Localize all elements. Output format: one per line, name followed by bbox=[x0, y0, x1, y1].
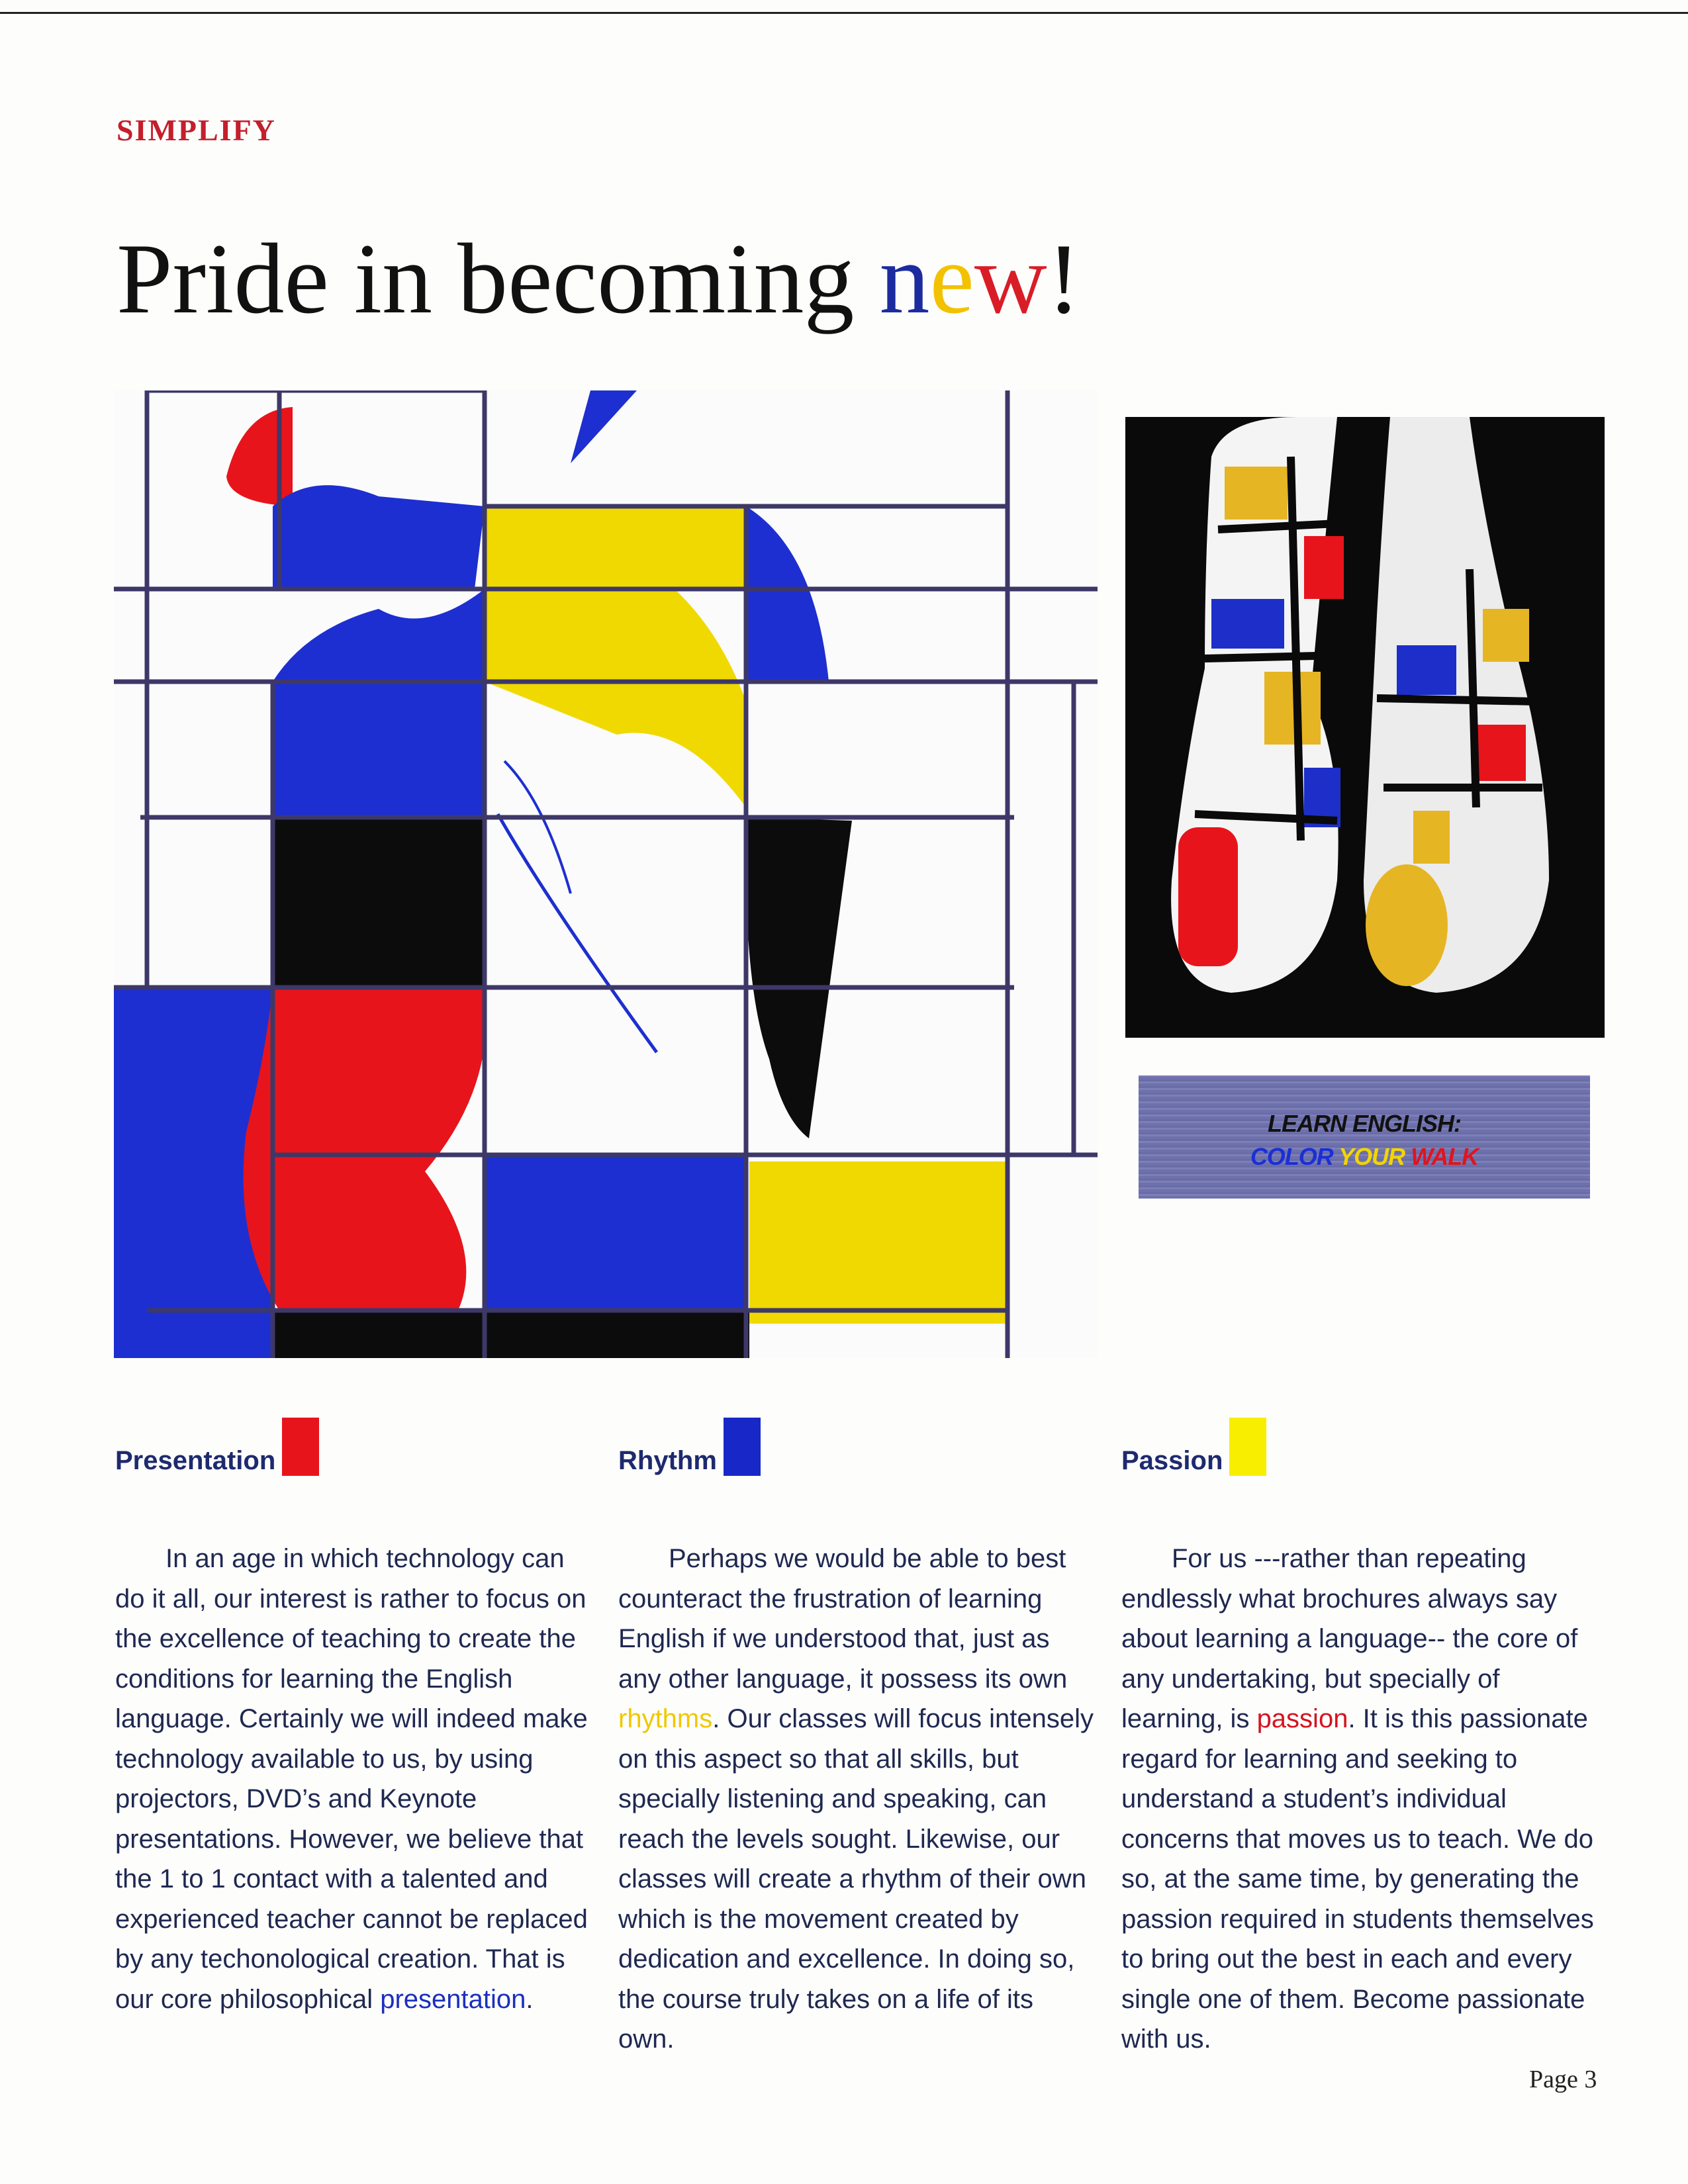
title-letter-e: e bbox=[929, 223, 974, 334]
learn-english-banner bbox=[1139, 1075, 1590, 1199]
banner-line-color-your-walk: COLOR YOUR WALK bbox=[1250, 1143, 1479, 1170]
body-presentation: In an age in which technology can do it all, our interest is rather to focus on the excellence of teaching to create the conditions for learning the English language. Certainly we will indeed make technology available to us, by using projectors, DVD’s and Keynote presentations. However, we believe that the 1 to 1 contact with a talented and experienced teacher cannot be replaced by any techonological creation. That is our core philosophical presentation. bbox=[115, 1544, 588, 2014]
column-passion bbox=[1121, 1416, 1598, 2060]
page-title: Pride in becoming new! bbox=[117, 223, 1081, 334]
column-presentation bbox=[115, 1416, 592, 2019]
heading-rhythm: Rhythm bbox=[618, 1416, 1095, 1476]
yellow-square-icon bbox=[1229, 1418, 1266, 1476]
banner-line-learn-english: LEARN ENGLISH: bbox=[1268, 1110, 1461, 1137]
heading-passion: Passion bbox=[1121, 1416, 1598, 1476]
page-number: Page 3 bbox=[1529, 2066, 1597, 2093]
red-square-icon bbox=[282, 1418, 319, 1476]
blue-square-icon bbox=[724, 1418, 761, 1476]
section-label: SIMPLIFY bbox=[117, 113, 276, 147]
title-letter-n: n bbox=[879, 223, 930, 334]
column-rhythm bbox=[618, 1416, 1095, 2060]
mondrian-figure-artwork bbox=[114, 390, 1098, 1358]
title-letter-w: w bbox=[974, 223, 1047, 334]
top-rule bbox=[0, 12, 1688, 14]
body-rhythm: Perhaps we would be able to best counteract the frustration of learning English if we understood that, just as any other language, it possess its own rhythms. Our classes will focus intensely on this aspect so that all skills, but specially listening and speaking, can reach the levels sought. Likewise, our classes will create a rhythm of their own which is the movement created by dedication and excellence. In doing so, the course truly takes on a life of its own. bbox=[618, 1544, 1094, 2054]
heading-presentation: Presentation bbox=[115, 1416, 592, 1476]
painted-feet-photo bbox=[1125, 417, 1605, 1038]
body-passion: For us ---rather than repeating endlessly what brochures always say about learning a language-- the core of any undertaking, but specially of learning, is passion. It is this passionate regard for learning and seeking to understand a student’s individual concerns that moves us to teach. We do so, at the same time, by generating the passion required in students themselves to bring out the best in each and every single one of them. Become passionate with us. bbox=[1121, 1544, 1594, 2054]
